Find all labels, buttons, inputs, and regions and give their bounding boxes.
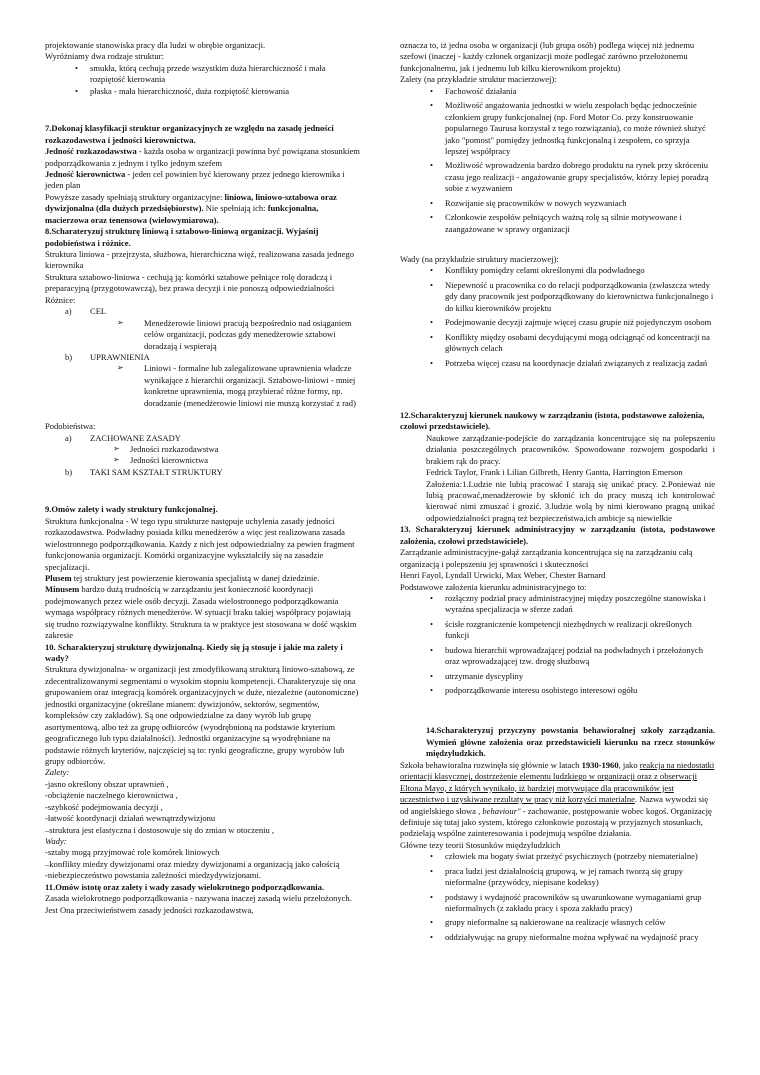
list-item: • człowiek ma bogaty świat przeżyć psychicznych (potrzeby niematerialne) <box>400 851 715 862</box>
q10-con: –konflikty miedzy dywizjonami oraz miedzy dywizjonami a organizacją jako całością <box>45 858 340 869</box>
list-item: ➢ Menedżerowie liniowi pracują bezpośrednio nad osiąganiem celów organizacji, podczas gdy menedżerowie sztabowi doradzają i wspierają <box>45 318 360 352</box>
list-item: • Podejmowanie decyzji zajmuje więcej czasu grupie niż pojedynczym osobom <box>400 317 715 328</box>
q14-heading: 14.Scharakteryzuj przyczyny powstania behawioralnej szkoły zarządzania. Wymień główne założenia oraz przedstawicieli kierunku na rzecz stosunków międzyludzkich. <box>426 725 715 759</box>
q11-heading: 11.Omów istotę oraz zalety i wady zasady wielokrotnego podporządkowania. <box>45 881 325 892</box>
similarity-a: a) ZACHOWANE ZASADY <box>65 432 181 443</box>
pros-label: Zalety (na przykładzie struktur macierzowej): <box>400 74 557 85</box>
q10-con: -niebezpieczeństwo powstania zależności miedzydywizjonami. <box>45 870 261 881</box>
list-item: • smukła, którą cechują przede wszystkim duża hierarchiczność i mała rozpiętość kierowania <box>45 63 360 86</box>
q9-paragraph: Plusem tej struktury jest powierzenie kierowania specjalistą w danej dziedzinie. <box>45 572 320 583</box>
q10-pros-label: Zalety: <box>45 767 70 778</box>
list-item: • Członkowie zespołów pełniących ważną rolę są silnie motywowane i zaangażowane w sprawy organizacji <box>400 212 715 235</box>
q13-paragraph: Zarządzanie administracyjne-gałąź zarządzania koncentrująca się na zarządzaniu całą organizacją i polepszeniu jej sprawności i skuteczności <box>400 547 693 569</box>
q8-heading: 8.Scharateryzuj strukturę liniową i sztabowo-liniową organizacji. Wyjaśnij podobieństwa i różnice. <box>45 226 319 248</box>
q12-paragraph: Założenia:1.Ludzie nie lubią pracować I starają się unikać pracy. 2.Ponieważ nie lubią pracować,menadżerowie by skłonić ich do pracy muszą ich kontrolować kierować nimi zmuszać i grozić. 3.ludzie wolą by nimi kierowano pragną unikać odpowiedzialności pragną też bezpieczeństwa,ich ambicje są niewielkie <box>426 478 715 523</box>
q8-paragraph: Struktura liniowa - przejrzysta, służbowa, hierarchiczna więź, realizowana zasada jednego kierownika <box>45 249 354 271</box>
q8-paragraph: Struktura sztabowo-liniowa - cechują ją: komórki sztabowe pełniące rolę doradczą i preparacyjną (przygotowawczą), bez prawa decyzji i nie ponoszą odpowiedzialności <box>45 271 335 294</box>
q12-paragraph: Naukowe zarządzanie-podejście do zarządzania koncentrujące się na polepszeniu działania poszczególnych pracowników. Spowodowane rozwojem gospodarki i brakiem rąk do pracy. <box>426 432 715 466</box>
list-item: • ścisłe rozgraniczenie kompetencji niezbędnych w realizacji określonych funkcji <box>400 619 715 642</box>
r-intro-paragraph: oznacza to, iż jedna osoba w organizacji (lub grupa osób) podlega więcej niż jednemu szefowi (inaczej - każdy członek organizacji może podlegać zarówno przełożonemu funkcjonalnemu, jak i jednemu lub kilku kierownikom projektu) <box>400 40 695 73</box>
q10-pro: -jasno określony obszar uprawnień , <box>45 778 169 789</box>
q7-paragraph: Jedność kierownictwa - jeden cel powinien być kierowany przez jednego kierownika i jeden plan <box>45 168 345 191</box>
human-relations-theses-list <box>400 851 715 943</box>
list-item: • praca ludzi jest działalnością grupową, w jej ramach tworzą się grupy nieformalne (przywódcy, niepisane kodeksy) <box>400 866 715 889</box>
q10-cons-label: Wady: <box>45 836 67 846</box>
q13-paragraph: Podstawowe założenia kierunku administracyjnego to: <box>400 581 587 592</box>
q10-paragraph: Struktura dywizjonalna- w organizacji jest zmodyfikowaną strukturą liniowo-sztabową, ze zdecentralizowanymi segmentami o wysokim stopniu kompetencji. Charakteryzuje się ona grupowaniem oraz integracją komórek organizacyjnych w duże, niezależne (autonomiczne) jednostki organizacyjne (określane mianem: dywizjonów, sektorów, segmentów, kompleksów czy zakładów). Są one odpowiedzialne za dany wyrób lub grupę asortymentową, albo też za grupę odbiorców (wyodrębnioną na podstawie kryterium geograficznego lub typu działalności). Jednostki organizacyjne są wyodrębniane na podstawie różnych kryteriów, najczęściej są to: rynki geograficzne, grupy wyrobów lub grupy odbiorców. <box>45 664 359 766</box>
q9-paragraph: Struktura funkcjonalna - W tego typu strukturze następuje uchylenia zasady jedności rozkazodawstwa. Podwładny posiada kilku menedżerów a więc jest realizowana zasada wielostronnego podporządkowania. Każdy z nich jest odpowiedzialny za pewien fragment funkcjonowania organizacji. Komórki organizacyjne wykształciły się na zasadzie specjalizacji. <box>45 515 355 572</box>
q14-paragraph: Szkoła behawioralna rozwinęła się głównie w latach 1930-1960, jako reakcja na niedostatki orientacji klasycznej, dostrzeżenie elementu ludzkiego w organizacji oraz z obserwacji Eltona Mayo, z których wynikało, iż bardziej motywujące dla pracowników jest uczestnictwo i uzyskiwane rezultaty w pracy niż korzyści materialne. Nazwa wywodzi się od angielskiego słowa , behaviour" - zachowanie, postępowanie wobec kogoś. Organizację definiuje się tutaj jako system, którego członkowie pozostają w przyjaznych stosunkach, podzielają wspólne zainteresowania i podejmują wspólne działania. <box>400 759 715 839</box>
similarity-a-list <box>45 444 360 467</box>
q9-paragraph: Minusem bardzo dużą trudnością w zarządzaniu jest konieczność koordynacji podejmowanych przez wiele osób decyzji. Zasada wielostronnego podporządkowania wymaga współpracy różnych menedżerów. W sytuacji braku takiej współpracy pojawiają się trudno rozwiązywalne konflikty. Struktura ta w praktyce jest stosowana w dość wąskim zakresie <box>45 584 357 641</box>
list-item: • Niepewność u pracownika co do relacji podporządkowania (zwłaszcza wtedy gdy dany pracownik jest podporządkowany do kierownictwa funkcjonalnego i do kilku kierowników projektu <box>400 280 715 314</box>
list-item: • grupy nieformalne są nakierowane na realizacje własnych celów <box>400 917 715 928</box>
difference-b-list <box>45 363 360 409</box>
q13-heading: 13. Scharakteryzuj kierunek administracyjny w zarządzaniu (istota, podstawowe założenia, czołowi przedstawiciele). <box>400 524 715 546</box>
q11-paragraph: Zasada wielokrotnego podporządkowania - nazywana inaczej zasadą wielu przełożonych. Jest Ona przeciwieństwem zasady jedności rozkazodawstwa, <box>45 893 352 915</box>
difference-b: b) UPRAWNIENIA <box>65 351 150 362</box>
list-item: • Możliwość wprowadzenia bardzo dobrego produktu na rynek przy skróceniu czasu jego realizacji - angażowanie grupy specjalistów, którzy lepiej poradzą sobie z wyzwaniem <box>400 160 715 194</box>
matrix-cons-list <box>400 265 715 369</box>
list-item: ➢ Liniowi - formalne lub zalegalizowane uprawnienia władcze wynikające z hierarchii organizacji. Sztabowo-liniowi - mniej konkretne uprawnienia, mogą przybierać różne formy, np. doradzanie (menedżerowie liniowi nie muszą korzystać z rad) <box>45 363 360 409</box>
list-item: ➢ Jedności rozkazodawstwa <box>45 444 360 455</box>
q10-heading: 10. Scharakteryzuj strukturę dywizjonalną. Kiedy się ją stosuje i jakie ma zalety i wady? <box>45 641 343 663</box>
q7-heading: 7.Dokonaj klasyfikacji struktur organizacyjnych ze względu na zasadę jedności rozkazodawstwa i jedności kierownictwa. <box>45 123 334 145</box>
q12-heading: 12.Scharakteryzuj kierunek naukowy w zarządzaniu (istota, podstawowe założenia, czołowi przedstawiciele). <box>400 409 705 432</box>
structure-types-list <box>45 63 360 97</box>
similarity-b: b) TAKI SAM KSZTAŁT STRUKTURY <box>65 466 223 477</box>
list-item: • budowa hierarchii wprowadzającej podział na podwładnych i przełożonych oraz wprowadzającej tzw. drogę służbową <box>400 645 715 668</box>
list-item: • utrzymanie dyscypliny <box>400 671 715 682</box>
q10-pro: -łatwość koordynacji działań wewnątrzdywizjonu <box>45 813 216 824</box>
matrix-pros-list <box>400 86 715 235</box>
list-item: • Potrzeba więcej czasu na koordynacje działań związanych z realizacją zadań <box>400 358 715 369</box>
q7-paragraph: Jedność rozkazodawstwa - każda osoba w organizacji powinna być powiązana stosunkiem podporządkowania z jednym i tylko jednym szefem <box>45 146 360 168</box>
q13-paragraph: Henri Fayol, Lyndall Urwicki, Max Weber, Chester Barnard <box>400 570 606 581</box>
list-item: • podporządkowanie interesu osobistego interesowi ogółu <box>400 685 715 696</box>
list-item: • Konflikty między osobami decydującymi mogą odciągnąć od koncentracji na głównych celach <box>400 332 715 355</box>
differences-label: Różnice: <box>45 294 76 305</box>
list-item: • Fachowość działania <box>400 86 715 97</box>
list-item: • Rozwijanie się pracowników w nowych wyzwaniach <box>400 198 715 209</box>
left-column <box>45 40 360 916</box>
list-item: • podstawy i wydajność pracowników są uwarunkowane wymaganiami grup nieformalnych (z zakładu pracy i spoza zakładu pracy) <box>400 892 715 915</box>
q12-paragraph: Fedrick Taylor, Frank i Lilian Gilbreth, Henry Gantta, Harrington Emerson <box>426 467 683 478</box>
q10-pro: -szybkość podejmowania decyzji , <box>45 801 163 812</box>
list-item: • rozłączny podział pracy administracyjnej między poszczególne stanowiska i wyraźna specjalizacja w sferze zadań <box>400 593 715 616</box>
q10-pro: –struktura jest elastyczna i dostosowuje się do zmian w otoczeniu , <box>45 824 275 835</box>
similarities-label: Podobieństwa: <box>45 421 96 432</box>
list-item: • oddziaływując na grupy nieformalne można wpływać na wydajność pracy <box>400 932 715 943</box>
list-item: • Konflikty pomiędzy celami określonymi dla podwładnego <box>400 265 715 276</box>
q7-paragraph: Powyższe zasady spełniają struktury organizacyjne: liniowa, liniowo-sztabowa oraz dywizjonalna (dla dużych przedsiębiorstw). Nie spełniają ich: funkcjonalna, macierzowa oraz tenensowa (wielowymiarowa). <box>45 191 337 225</box>
intro-line: Wyróżniamy dwa rodzaje struktur: <box>45 51 164 62</box>
q9-heading: 9.Omów zalety i wady struktury funkcjonalnej. <box>45 504 218 515</box>
q10-con: -sztaby mogą przyjmować role komórek liniowych <box>45 847 220 858</box>
difference-a: a) CEL <box>65 306 107 317</box>
intro-line: projektowanie stanowiska pracy dla ludzi w obrębie organizacji. <box>45 40 266 50</box>
q14-paragraph: Główne tezy teorii Stosunków międzyludzkich <box>400 839 561 850</box>
q10-pro: -obciążenie naczelnego kierownictwa , <box>45 790 178 801</box>
administrative-assumptions-list <box>400 593 715 697</box>
cons-label: Wady (na przykładzie struktury macierzowej): <box>400 254 559 264</box>
right-column <box>400 40 715 946</box>
difference-a-list <box>45 318 360 352</box>
list-item: ➢ Jedności kierownictwa <box>45 455 360 466</box>
list-item: • płaska - mała hierarchiczność, duża rozpiętość kierowania <box>45 86 360 97</box>
list-item: • Możliwość angażowania jednostki w wielu zespołach będąc jednocześnie członkiem grupy funkcjonalnej (np. Ford Motor Co. przy konstruowanie popularnego Taurusa korzystał z tego rozwiązania), co może również służyć jako "pomost" pomiędzy jednostką funkcjonalną i zespołem, co sprzyja lepszej współpracy <box>400 100 715 157</box>
